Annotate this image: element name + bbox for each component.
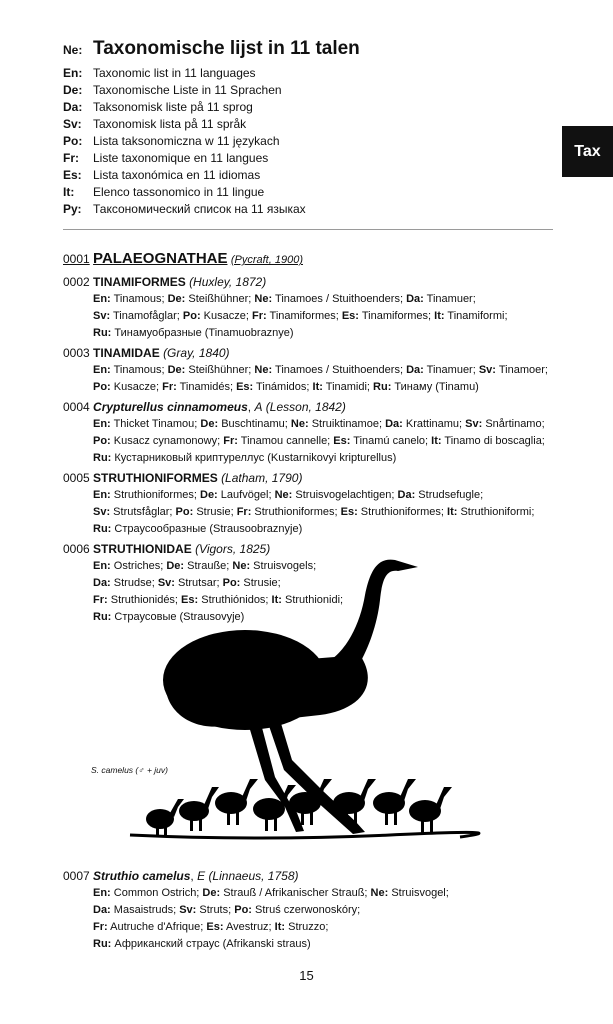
translation-text: Struzzo; [285,921,329,933]
section-tab-taxonomy[interactable] [562,126,613,177]
title-line [63,168,543,185]
translation-line [63,308,553,325]
translation-text: Tinamous; [110,293,168,305]
translation-line [63,919,553,936]
translation-text: Steißhühner; [185,293,255,305]
taxon-number: 0003 [63,346,90,360]
translation-text: Tinamiformes; [358,310,435,322]
taxon-entry [63,274,553,342]
taxon-entry [63,249,553,270]
translation-language-label: Da: [397,489,416,501]
taxon-name: Struthio camelus [93,869,191,883]
translation-language-label: It: [431,435,442,447]
translation-language-label: Po: [222,577,241,589]
translation-language-label: Es: [181,594,199,606]
translation-text: Common Ostrich; [110,887,203,899]
taxon-heading: 0004 Crypturellus cinnamomeus, A (Lesson, 1842) [63,400,346,414]
taxon-authority: (Latham, 1790) [221,471,303,485]
translation-language-label: Fr: [162,381,177,393]
translation-text: Thicket Tinamou; [110,418,201,430]
taxon-number: 0007 [63,869,90,883]
translation-text: Strudse; [110,577,158,589]
adult-ostrich-silhouette [163,560,418,834]
translation-language-label: Sv: [93,310,111,322]
translation-language-label: Ru: [93,327,112,339]
translation-line [63,504,553,521]
language-code: It: [63,185,75,199]
translation-text: Tinamoes / Stuithoenders; [272,364,407,376]
translation-text: Тинамуобразные (Tinamuobraznye) [111,327,294,339]
language-code: Da: [63,100,83,114]
language-code: Sv: [63,117,82,131]
language-code: Po: [63,134,83,148]
taxon-status: A [254,400,263,414]
translation-language-label: Da: [406,293,424,305]
translation-text: Struthionidi; [281,594,344,606]
title-line [63,66,543,83]
translation-language-label: Ne: [254,364,273,376]
translation-text: Struthionidés; [107,594,182,606]
taxon-heading [63,274,553,291]
translation-language-label: Ru: [93,452,112,464]
translation-text: Tinamidi; [322,381,374,393]
translation-language-label: Po: [93,381,111,393]
title-text: Lista taxonómica en 11 idiomas [93,168,261,182]
translation-text: Kusacze; [200,310,252,322]
taxon-heading [63,249,553,270]
translation-language-label: Ru: [373,381,392,393]
taxon-name: PALAEOGNATHAE [93,250,228,267]
translation-text: Buschtinamu; [218,418,291,430]
translation-language-label: Sv: [465,418,483,430]
translation-language-label: De: [166,560,185,572]
taxon-heading [63,470,553,487]
translation-text: Kusacz cynamonowy; [110,435,224,447]
language-title-block [63,38,543,219]
divider [63,229,553,230]
translation-text: Struthioniformes; [251,506,341,518]
title-text: Таксономический список на 11 языках [93,202,306,216]
language-code: Ру: [63,202,82,216]
translation-language-label: En: [93,418,111,430]
translation-text: Struts; [196,904,235,916]
translation-language-label: Es: [341,310,359,322]
translation-language-label: Ru: [93,523,112,535]
translation-line [63,362,553,379]
translation-text: Strutsar; [174,577,223,589]
translation-text: Struthioniformes; [357,506,448,518]
taxon-name: STRUTHIONIDAE [93,542,192,556]
translation-text: Tinamo di boscaglia; [441,435,545,447]
page-number: 15 [299,968,314,983]
translation-text: Struthioniformes; [110,489,200,501]
language-code: De: [63,83,83,97]
translation-language-label: Fr: [93,594,108,606]
translation-language-label: Sv: [157,577,175,589]
taxon-number: 0004 [63,400,90,414]
translation-text: Tinamiformes; [266,310,342,322]
translation-language-label: Da: [406,364,424,376]
translation-line [63,433,553,450]
taxon-name: TINAMIFORMES [93,275,186,289]
translation-text: Steißhühner; [185,364,255,376]
title-text: Liste taxonomique en 11 langues [93,151,269,165]
translation-line [63,379,553,396]
title-text: Taxonomic list in 11 languages [93,66,256,80]
translation-text: Tinamuer; [423,364,479,376]
translation-text: Struś czerwonoskóry; [251,904,361,916]
translation-language-label: Es: [340,506,358,518]
translation-language-label: De: [200,418,219,430]
translation-line [63,291,553,308]
title-text: Taxonomische lijst in 11 talen [93,38,360,59]
translation-text: Тинаму (Tinamu) [391,381,479,393]
section-tab-label: Tax [574,142,601,160]
title-line [63,134,543,151]
ground-line [130,832,479,838]
translation-text: Struthiónidos; [198,594,272,606]
translation-text: Страусообразные (Strausoobraznyje) [111,523,303,535]
translation-text: Tinamú canelo; [350,435,432,447]
language-code: En: [63,66,83,80]
translation-line [63,936,553,953]
translation-language-label: De: [200,489,218,501]
taxon-entry [63,470,553,538]
taxon-authority: (Gray, 1840) [163,346,230,360]
title-line [63,151,543,168]
translation-language-label: Fr: [223,435,238,447]
translation-text: Strudsefugle; [415,489,484,501]
taxon-number: 0001 [63,252,90,266]
translation-language-label: Es: [333,435,351,447]
title-text: Lista taksonomiczna w 11 językach [93,134,280,148]
translation-text: Krattinamu; [402,418,466,430]
translation-text: Ostriches; [110,560,167,572]
translation-language-label: Fr: [93,921,108,933]
translation-language-label: Ne: [290,418,309,430]
translation-language-label: Ne: [274,489,293,501]
taxon-name: Crypturellus cinnamomeus [93,400,248,414]
translation-text: Tinamofåglar; [110,310,183,322]
translation-language-label: De: [167,364,186,376]
translation-language-label: Po: [175,506,194,518]
translation-language-label: Po: [182,310,201,322]
translation-text: Tinamoer; [495,364,548,376]
taxon-heading [63,345,553,362]
translation-language-label: Es: [206,921,224,933]
translation-text: Strusie; [240,577,281,589]
translation-text: Tinamoes / Stuithoenders; [272,293,407,305]
translation-language-label: It: [312,381,323,393]
taxon-name: STRUTHIONIFORMES [93,471,218,485]
taxon-heading: 0007 Struthio camelus, E (Linnaeus, 1758) [63,869,299,883]
translation-text: Struiktinamoe; [308,418,386,430]
language-code: Ne: [63,43,83,57]
translation-language-label: En: [93,887,111,899]
translation-language-label: Da: [385,418,403,430]
translation-text: Tinamous; [110,364,168,376]
translation-line [63,416,553,433]
translation-language-label: Ru: [93,611,112,623]
title-line [63,100,543,117]
translation-language-label: It: [447,506,458,518]
taxonomy-entry-0007-block [63,868,553,956]
translation-line [63,521,553,538]
taxon-number: 0002 [63,275,90,289]
taxon-entry [63,345,553,396]
translation-language-label: En: [93,364,111,376]
translation-language-label: Ne: [254,293,273,305]
title-text: Elenco tassonomico in 11 lingue [93,185,265,199]
translation-language-label: It: [434,310,445,322]
taxon-name: TINAMIDAE [93,346,160,360]
taxon-entry [63,868,553,953]
translation-text: Кустарниковый криптуреллус (Kustarnikovyi kripturellus) [111,452,397,464]
translation-language-label: Po: [234,904,252,916]
translation-text: Laufvögel; [217,489,275,501]
translation-language-label: En: [93,489,111,501]
translation-text: Struisvogelachtigen; [292,489,398,501]
translation-line [63,902,553,919]
translation-language-label: Sv: [478,364,496,376]
translation-text: Tinamuer; [423,293,476,305]
taxon-status: E [197,869,206,883]
translation-language-label: En: [93,293,111,305]
translation-text: Tinamiformi; [444,310,508,322]
title-line [63,202,543,219]
taxon-number: 0005 [63,471,90,485]
taxon-authority: (Linnaeus, 1758) [208,869,299,883]
translation-text: Avestruz; [223,921,275,933]
translation-text: Strusie; [193,506,237,518]
title-text: Taksonomisk liste på 11 sprog [93,100,253,114]
language-code: Es: [63,168,82,182]
taxon-authority: (Lesson, 1842) [265,400,346,414]
translation-language-label: Sv: [179,904,197,916]
translation-text: Struisvogel; [388,887,449,899]
taxon-number: 0006 [63,542,90,556]
translation-line [63,487,553,504]
translation-line [63,450,553,467]
translation-language-label: Ne: [232,560,251,572]
translation-text: Tinamou cannelle; [237,435,334,447]
translation-text: Kusacze; [110,381,163,393]
translation-language-label: Sv: [93,506,111,518]
translation-language-label: Po: [93,435,111,447]
taxon-entry [63,399,553,467]
translation-line [63,325,553,342]
figure-caption: S. camelus (♂ + juv) [91,765,168,775]
title-text: Taxonomische Liste in 11 Sprachen [93,83,282,97]
taxon-authority: (Vigors, 1825) [195,542,271,556]
translation-text: Tinamidés; [176,381,237,393]
language-code: Fr: [63,151,79,165]
translation-language-label: Es: [236,381,254,393]
translation-language-label: En: [93,560,111,572]
ostrich-illustration [60,545,560,865]
translation-text: Страусовые (Strausovyje) [111,611,245,623]
translation-text: Strauß / Afrikanischer Strauß; [220,887,371,899]
translation-text: Masaistruds; [110,904,180,916]
title-line [63,83,543,100]
taxon-authority: (Pycraft, 1900) [230,254,303,266]
translation-text: Strauße; [184,560,233,572]
translation-language-label: It: [271,594,282,606]
taxon-authority: (Huxley, 1872) [189,275,267,289]
translation-language-label: Fr: [251,310,267,322]
translation-text: Snårtinamo; [482,418,545,430]
title-line [63,117,543,134]
title-line [63,185,543,202]
translation-language-label: Fr: [236,506,252,518]
translation-language-label: Ru: [93,938,112,950]
translation-language-label: De: [202,887,221,899]
title-text: Taxonomisk lista på 11 språk [93,117,247,131]
translation-text: Strutsfåglar; [110,506,176,518]
translation-text: Struthioniformi; [457,506,535,518]
translation-language-label: Da: [93,904,111,916]
translation-language-label: Ne: [370,887,389,899]
translation-line [63,885,553,902]
translation-language-label: De: [167,293,186,305]
translation-language-label: Da: [93,577,111,589]
translation-text: Африканский страус (Afrikanski straus) [111,938,311,950]
translation-text: Tinámidos; [253,381,313,393]
translation-text: Struisvogels; [250,560,317,572]
translation-language-label: It: [274,921,286,933]
translation-text: Autruche d'Afrique; [107,921,207,933]
title-line [63,38,543,66]
